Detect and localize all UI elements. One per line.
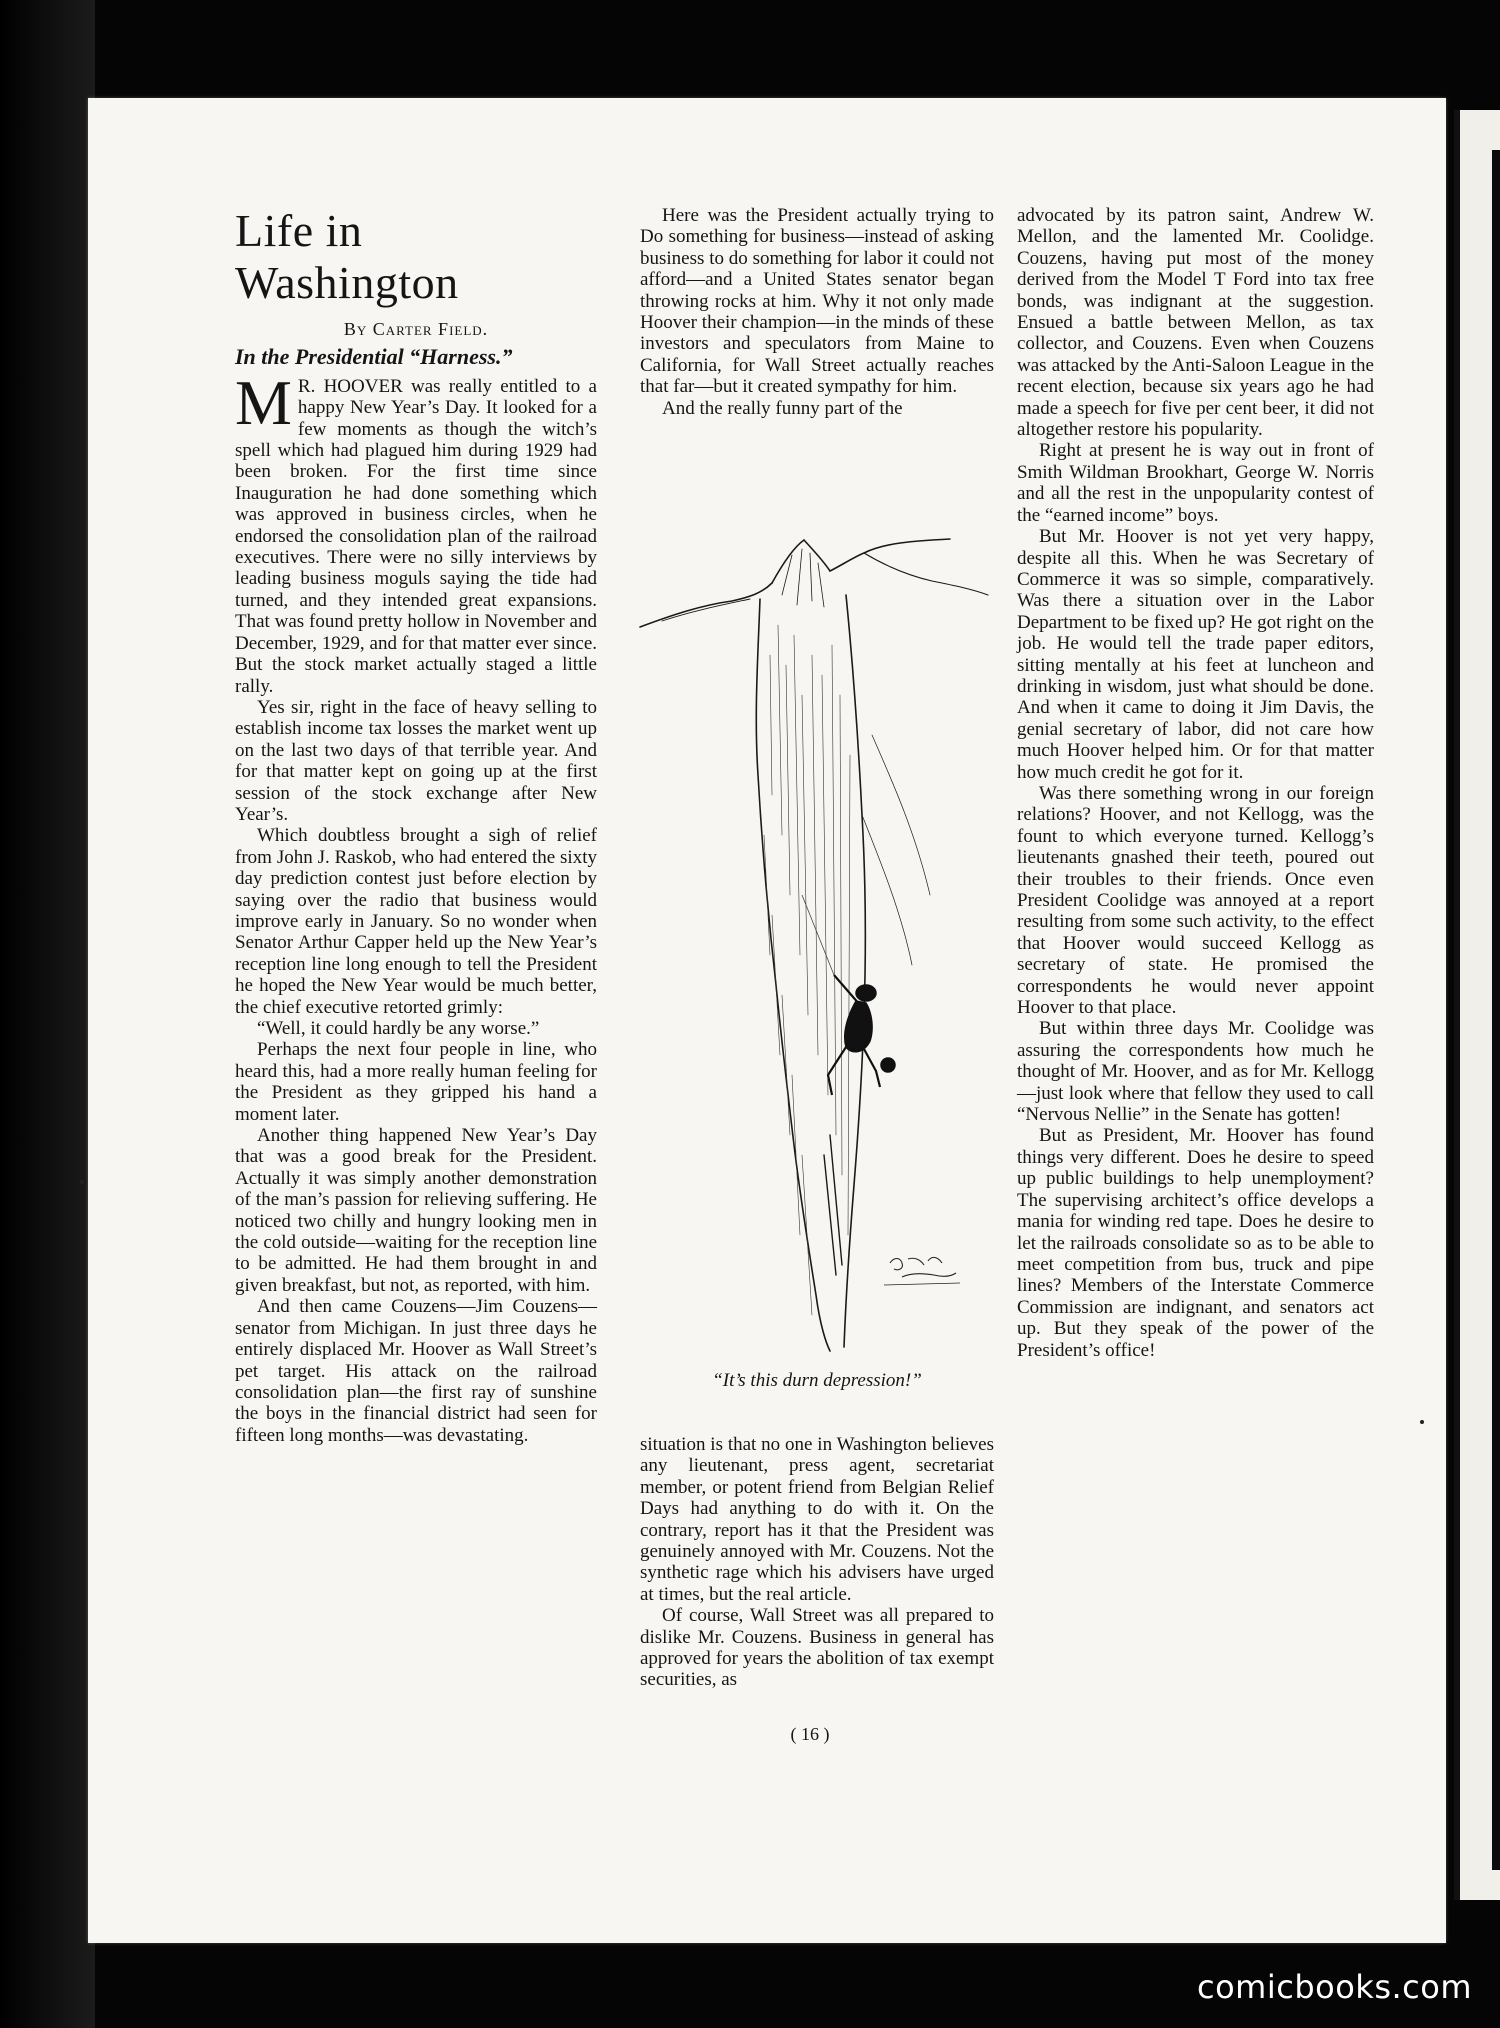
cliff-left-edge (756, 599, 830, 1351)
paragraph: But Mr. Hoover is not yet very happy, despite all this. When he was Secretary of Commerce it was so simple, comparatively. Was there a situation over in the Labor Department to be fixed up? He got right on the job. He would tell the trade paper editors, sitting mentally at his feet at luncheon and drinking in wisdom, just what should be done. And when it came to doing it Jim Davis, the genial secretary of labor, did not care how much Hoover helped him. Or for that matter how much credit he got for it. (1017, 526, 1374, 783)
paragraph: But within three days Mr. Coolidge was assuring the correspondents how much he thought of Mr. Hoover, and as for Mr. Kellogg—just look where that fellow they used to call “Nervous Nellie” in the Senate has gotten! (1017, 1018, 1374, 1126)
paragraph: Right at present he is way out in front of Smith Wildman Brookhart, George W. Norris and all the rest in the unpopularity contest of the “earned income” boys. (1017, 440, 1374, 526)
paragraph: Which doubtless brought a sigh of relief from John J. Raskob, who had entered the sixty day prediction contest just before election by saying over the radio that business would improve early in January. So no wonder when Senator Arthur Capper held up the New Year’s reception line long enough to tell the President he hoped the New Year would be much better, the chief executive retorted grimly: (235, 825, 597, 1018)
paragraph: And then came Couzens—Jim Couzens—senator from Michigan. In just three days he entirely displaced Mr. Hoover as Wall Street’s pet target. His attack on the railroad consolidation plan—the first ray of sunshine the boys in the financial district had seen for fifteen long months—was devastating. (235, 1296, 597, 1446)
climber-leg (828, 1047, 846, 1095)
paragraph: Another thing happened New Year’s Day that was a good break for the President. Actually it was simply another demonstration of the man’s passion for relieving suffering. He noticed two chilly and hungry looking men in the cold outside—waiting for the reception line to be admitted. He had them brought in and given breakfast, but not, as reported, with him. (235, 1125, 597, 1296)
page-number: ( 16 ) (790, 1724, 830, 1744)
lead-paragraph (235, 366, 597, 697)
paragraph: But as President, Mr. Hoover has found things very different. Does he desire to speed up public buildings to help unemployment? The supervising architect’s office develops a mania for winding red tape. Does he desire to let the railroads consolidate so as to be able to meet competition from bus, truck and pipe lines? Members of the Interstate Commerce Commission are indignant, and senators act up. But they speak of the power of the President’s office! (1017, 1125, 1374, 1361)
climber-pack (881, 1058, 895, 1072)
paragraph: Yes sir, right in the face of heavy selling to establish income tax losses the market went up on the last two days of that terrible year. And for that matter kept on going up at the first session of the stock exchange after New Year’s. (235, 696, 597, 825)
paragraph: advocated by its patron saint, Andrew W. Mellon, and the lamented Mr. Coolidge. Couzens, having put most of the money derived from the Model T Ford into tax free bonds, was indignant at the suggestion. Ensued a battle between Mellon, as tax collector, and Couzens. Even when Couzens was attacked by the Anti-Saloon League in the recent election, because six years ago he had made a speech for five per cent beer, it did not altogether restore his popularity. (1017, 205, 1374, 441)
watermark: comicbooks.com (1196, 1968, 1472, 2006)
paragraph: Here was the President actually trying to Do something for business—instead of asking business to do something for labor it could not afford—and a United States senator began throwing rocks at him. Why it not only made Hoover their champion—in the minds of these investors and speculators from Maine to California, for Wall Street actually reaches that far—but it created sympathy for him. (640, 205, 994, 398)
adjacent-page-shadow (1492, 150, 1500, 1870)
scan-speck (80, 1180, 84, 1184)
paragraph: “Well, it could hardly be any worse.” (257, 1018, 540, 1039)
paragraph: Perhaps the next four people in line, who heard this, had a more really human feeling for the President as they gripped his hand a moment later. (235, 1039, 597, 1125)
cliff-right-edge (844, 595, 865, 1347)
paragraph: Was there something wrong in our foreign relations? Hoover, and not Kellogg, was the fount to which everyone turned. Kellogg’s lieutenants gnashed their teeth, poured out their troubles to their friends. Once even President Coolidge was annoyed at a report resulting from some such activity, to the effect that Hoover would succeed Kellogg as secretary of state. He promised the correspondents he would never appoint Hoover to that place. (1017, 782, 1374, 1019)
paragraph: And the really funny part of the (662, 397, 903, 419)
artist-signature (884, 1257, 960, 1285)
paragraph: situation is that no one in Washington believes any lieutenant, press agent, secretariat member, or potent friend from Belgian Relief Days had anything to do with it. On the contrary, report has it that the President was genuinely annoyed with Mr. Couzens. Not the synthetic rage which his advisers have urged at times, but the real article. (640, 1434, 994, 1605)
paragraph: Of course, Wall Street was all prepared to dislike Mr. Couzens. Business in general has approved for years the abolition of tax exempt securities, as (640, 1605, 994, 1691)
cartoon-illustration (632, 535, 994, 1355)
scan-speck (1420, 1420, 1424, 1424)
article-column-2-bottom (640, 1434, 994, 1691)
article-byline: By Carter Field. (343, 319, 489, 339)
article-column-1 (235, 205, 597, 1446)
adjacent-page-edge (1454, 110, 1500, 1900)
climber-head (856, 985, 876, 1001)
article-subhead: In the Presidential “Harness.” (235, 344, 513, 370)
article-title: Life in Washington (235, 205, 459, 308)
drop-cap: M (235, 366, 292, 438)
scan-left-edge (0, 0, 95, 2028)
left-slope-line (640, 583, 772, 627)
article-column-3 (1017, 205, 1374, 1361)
illustration-caption: “It’s this durn depression!” (712, 1370, 922, 1391)
lead-paragraph-text: R. HOOVER was really entitled to a happy New Year’s Day. It looked for a few moments as though the witch’s spell which had plagued him during 1929 had been broken. For the first time since Inauguration he had done something which was approved in business circles, when he endorsed the consolidation plan of the railroad executives. There were no silly interviews by leading business moguls saying the tide had turned, and they intended great expansions. That was found pretty hollow in November and December, 1929, and for that matter ever since. But the stock market actually staged a little rally. (235, 375, 597, 697)
article-column-2-top (640, 205, 994, 419)
